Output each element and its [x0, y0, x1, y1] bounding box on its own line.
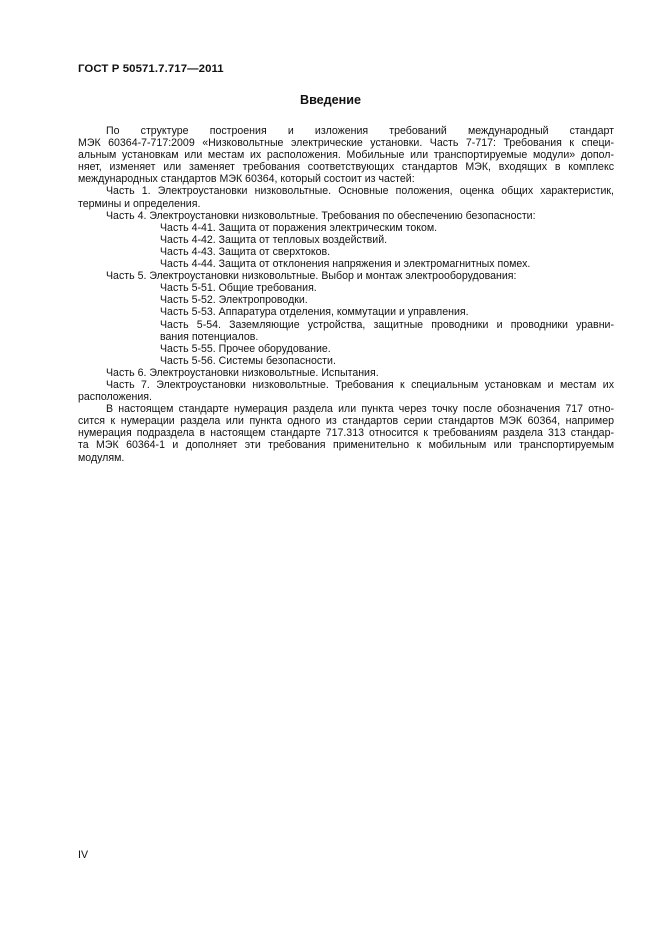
part-5-item: вания потенциалов.: [160, 330, 259, 343]
closing-line: нумерация подраздела в настоящем стандарте 717.313 относится к требованиям раздела 313 стандар-: [78, 427, 614, 440]
closing-line: та МЭК 60364-1 и дополняет эти требования применительно к мобильным или транспортируемым: [78, 439, 614, 452]
intro-line: МЭК 60364-7-717:2009 «Низковольтные электрические установки. Часть 7-717: Требования к специ-: [78, 137, 614, 150]
part-4-item: Часть 4-42. Защита от тепловых воздействий.: [160, 233, 388, 246]
part-4-title: Часть 4. Электроустановки низковольтные. Требования по обеспечению безопасности:: [106, 209, 536, 222]
part-5-item: Часть 5-52. Электропроводки.: [160, 294, 308, 307]
document-code: ГОСТ Р 50571.7.717—2011: [78, 63, 224, 75]
part-1-line: Часть 1. Электроустановки низковольтные. Основные положения, оценка общих характеристик,: [106, 185, 614, 198]
part-6-line: Часть 6. Электроустановки низковольтные. Испытания.: [106, 366, 379, 379]
intro-line: альным установкам или местам их расположения. Мобильные или транспортируемые модули» допол-: [78, 149, 614, 162]
part-5-item: Часть 5-51. Общие требования.: [160, 282, 317, 295]
part-4-item: Часть 4-41. Защита от поражения электрическим током.: [160, 221, 438, 234]
intro-line: По структуре построения и изложения требований международный стандарт: [106, 125, 614, 137]
part-7-line: расположения.: [78, 391, 152, 404]
document-body: [78, 125, 614, 464]
part-5-title: Часть 5. Электроустановки низковольтные. Выбор и монтаж электрооборудования:: [106, 270, 517, 283]
page-number: IV: [78, 849, 89, 861]
part-1-line: термины и определения.: [78, 197, 201, 210]
part-4-item: Часть 4-43. Защита от сверхтоков.: [160, 245, 331, 258]
part-4-item: Часть 4-44. Защита от отклонения напряжения и электромагнитных помех.: [160, 258, 531, 271]
intro-line: международных стандартов МЭК 60364, который состоит из частей:: [78, 173, 415, 186]
closing-line: сится к нумерации раздела или пункта одного из стандартов серии стандартов МЭК 60364, например: [78, 415, 614, 428]
closing-line: В настоящем стандарте нумерация раздела или пункта через точку после обозначения 717 отно-: [106, 403, 614, 416]
closing-line: модулям.: [78, 451, 125, 464]
section-title: Введение: [299, 93, 362, 107]
part-5-item: Часть 5-56. Системы безопасности.: [160, 354, 336, 367]
part-5-item: Часть 5-53. Аппаратура отделения, коммутации и управления.: [160, 306, 469, 319]
intro-line: няет, изменяет или заменяет требования соответствующих стандартов МЭК, входящих в комплекс: [78, 161, 614, 174]
part-5-item: Часть 5-55. Прочее оборудование.: [160, 342, 331, 355]
part-5-item: Часть 5-54. Заземляющие устройства, защитные проводники и проводники уравни-: [160, 318, 614, 331]
part-7-line: Часть 7. Электроустановки низковольтные. Требования к специальным установкам и местам их: [106, 378, 614, 391]
